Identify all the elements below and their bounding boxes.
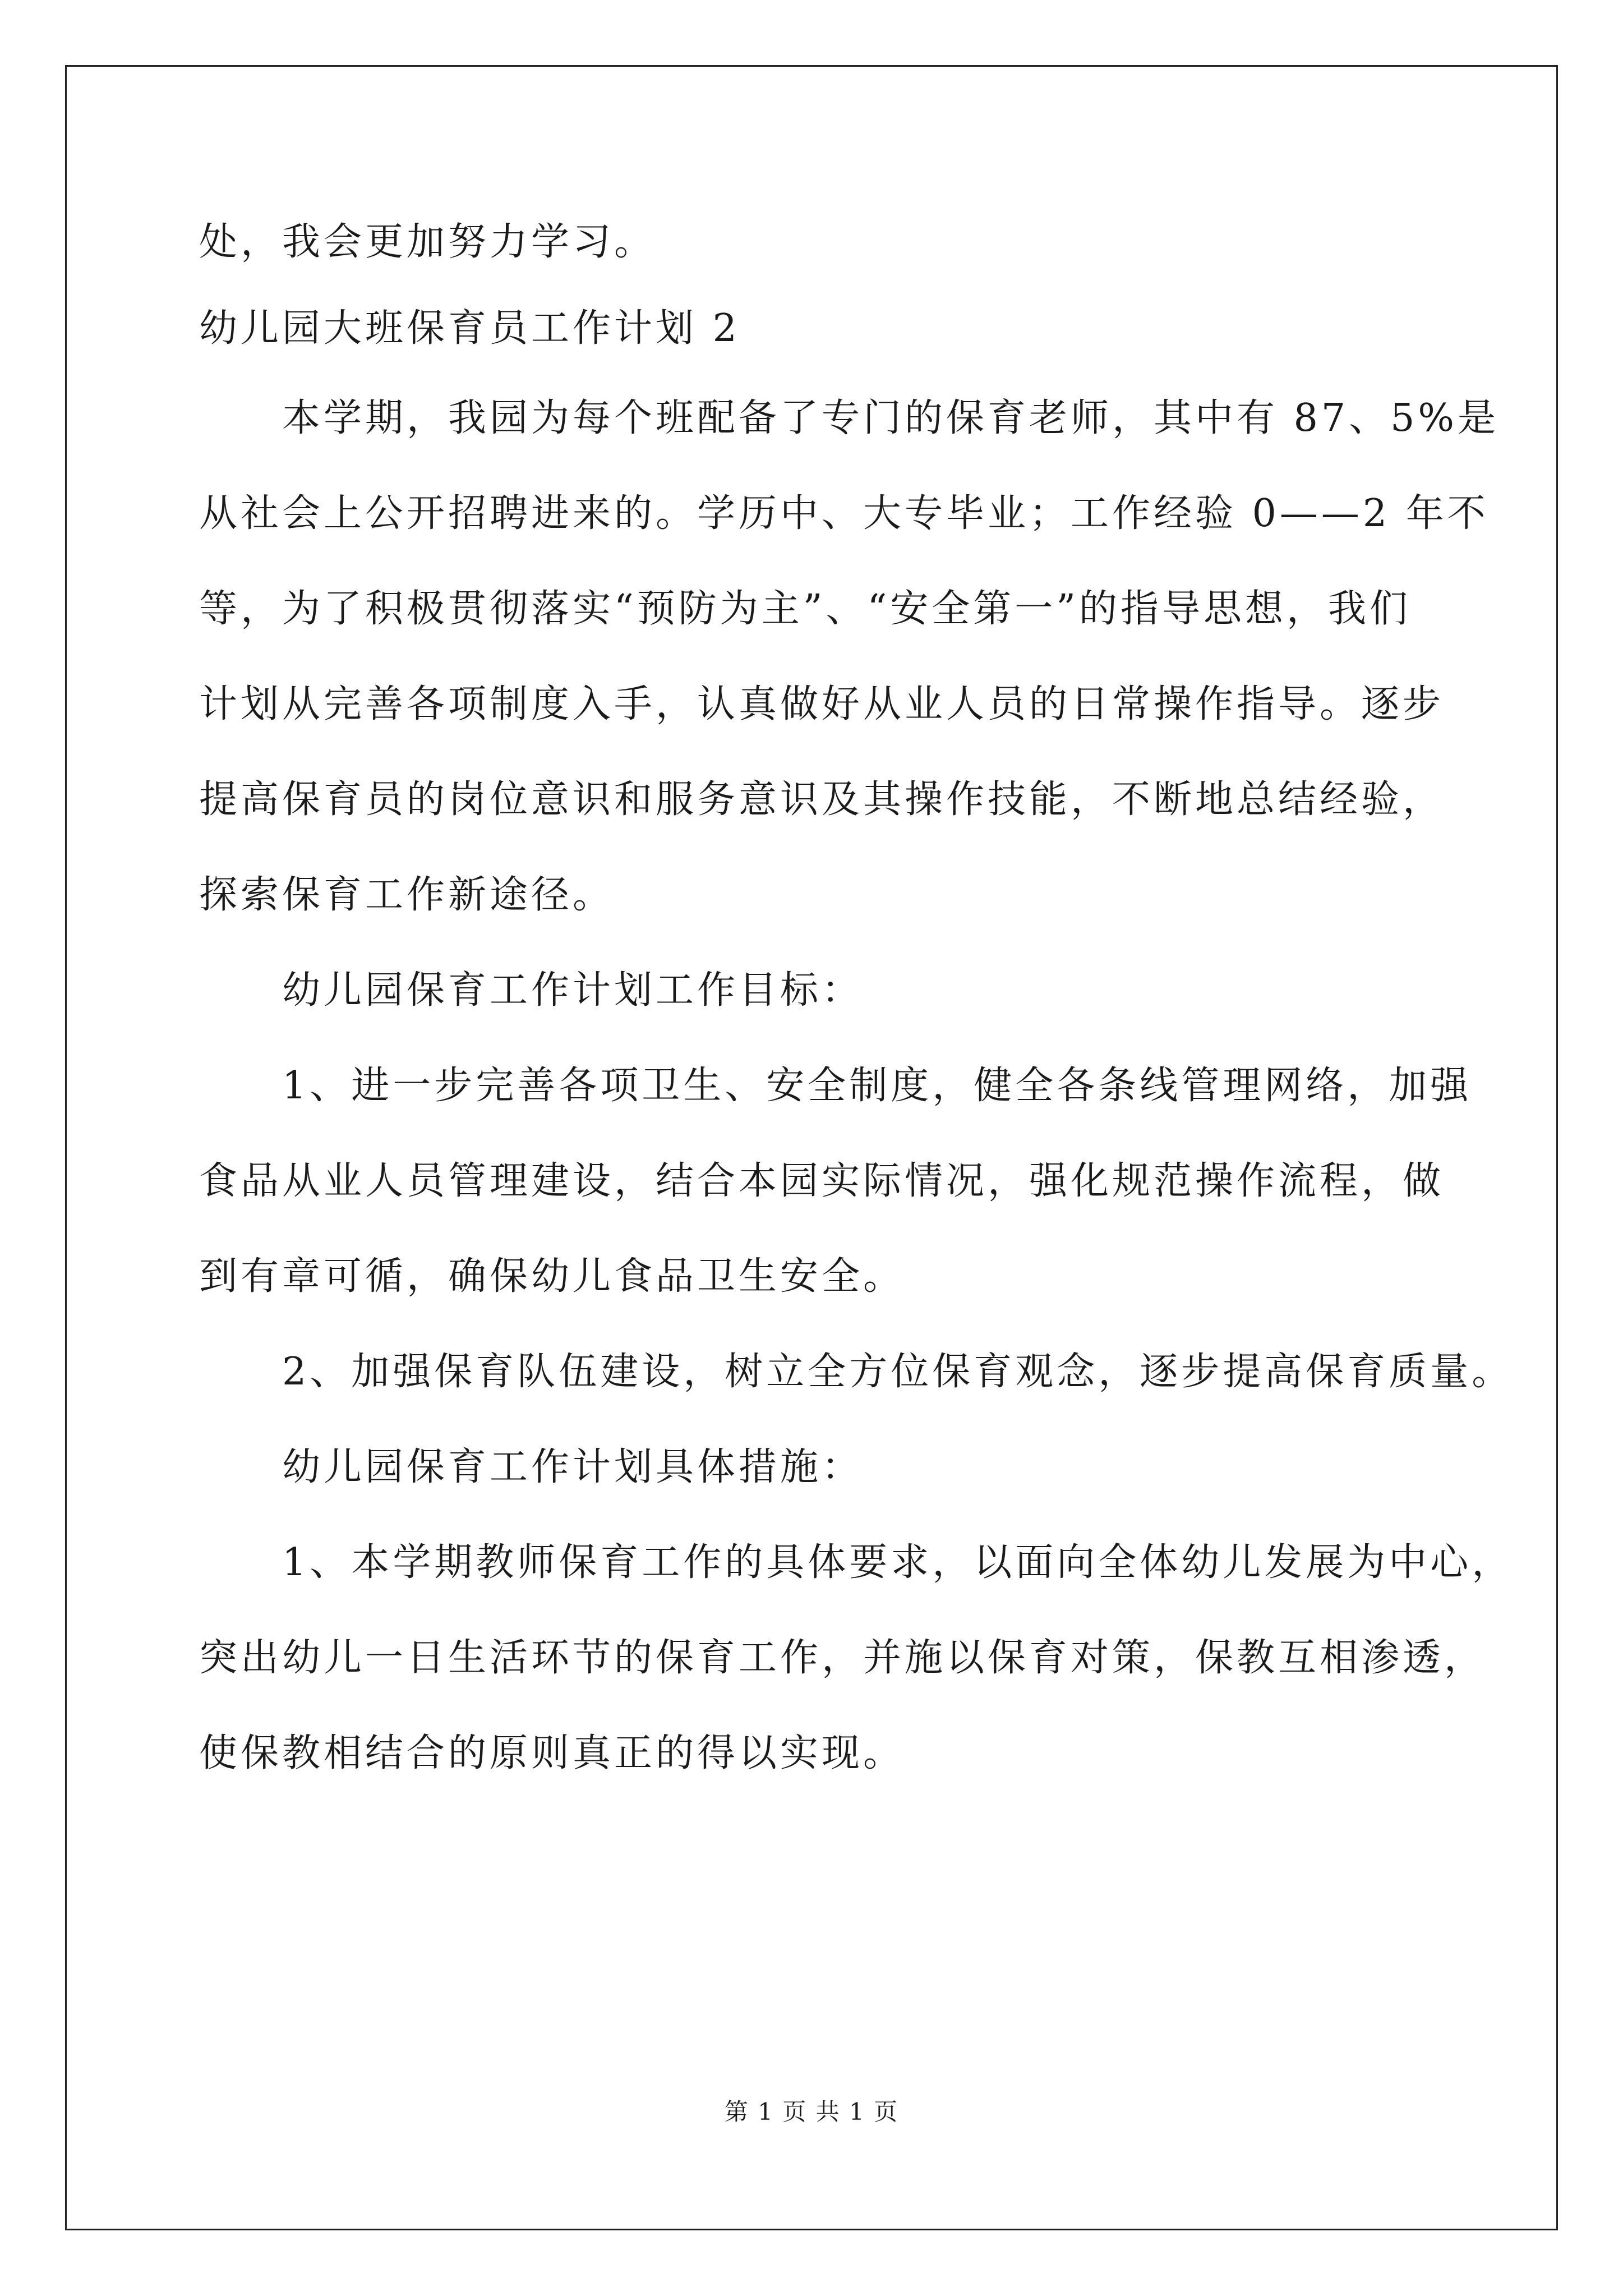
text-line: 1、本学期教师保育工作的具体要求，以面向全体幼儿发展为中心， (282, 1540, 1514, 1585)
text-line: 幼儿园保育工作计划工作目标： (282, 968, 864, 1013)
text-line: 使保教相结合的原则真正的得以实现。 (199, 1731, 905, 1775)
text-line: 突出幼儿一日生活环节的保育工作，并施以保育对策，保教互相渗透， (199, 1636, 1486, 1680)
text-line: 幼儿园保育工作计划具体措施： (282, 1445, 864, 1489)
section-heading: 幼儿园大班保育员工作计划 2 (199, 306, 740, 351)
text-line: 处，我会更加努力学习。 (199, 220, 656, 264)
page-footer: 第 1 页 共 1 页 (724, 2098, 899, 2125)
text-line: 食品从业人员管理建设，结合本园实际情况，强化规范操作流程，做 (199, 1159, 1445, 1203)
text-line: 提高保育员的岗位意识和服务意识及其操作技能，不断地总结经验， (199, 777, 1445, 822)
text-line: 2、加强保育队伍建设，树立全方位保育观念，逐步提高保育质量。 (282, 1350, 1514, 1394)
text-line: 1、进一步完善各项卫生、安全制度，健全各条线管理网络，加强 (282, 1064, 1472, 1108)
page-border (65, 65, 1558, 2230)
text-line: 到有章可循，确保幼儿食品卫生安全。 (199, 1254, 905, 1299)
text-line: 探索保育工作新途径。 (199, 873, 615, 917)
text-line: 从社会上公开招聘进来的。学历中、大专毕业；工作经验 0——2 年不 (199, 491, 1489, 536)
text-line: 计划从完善各项制度入手，认真做好从业人员的日常操作指导。逐步 (199, 682, 1445, 726)
text-line: 等，为了积极贯彻落实“预防为主”、“安全第一”的指导思想，我们 (199, 587, 1412, 631)
text-line: 本学期，我园为每个班配备了专门的保育老师，其中有 87、5%是 (282, 396, 1500, 440)
